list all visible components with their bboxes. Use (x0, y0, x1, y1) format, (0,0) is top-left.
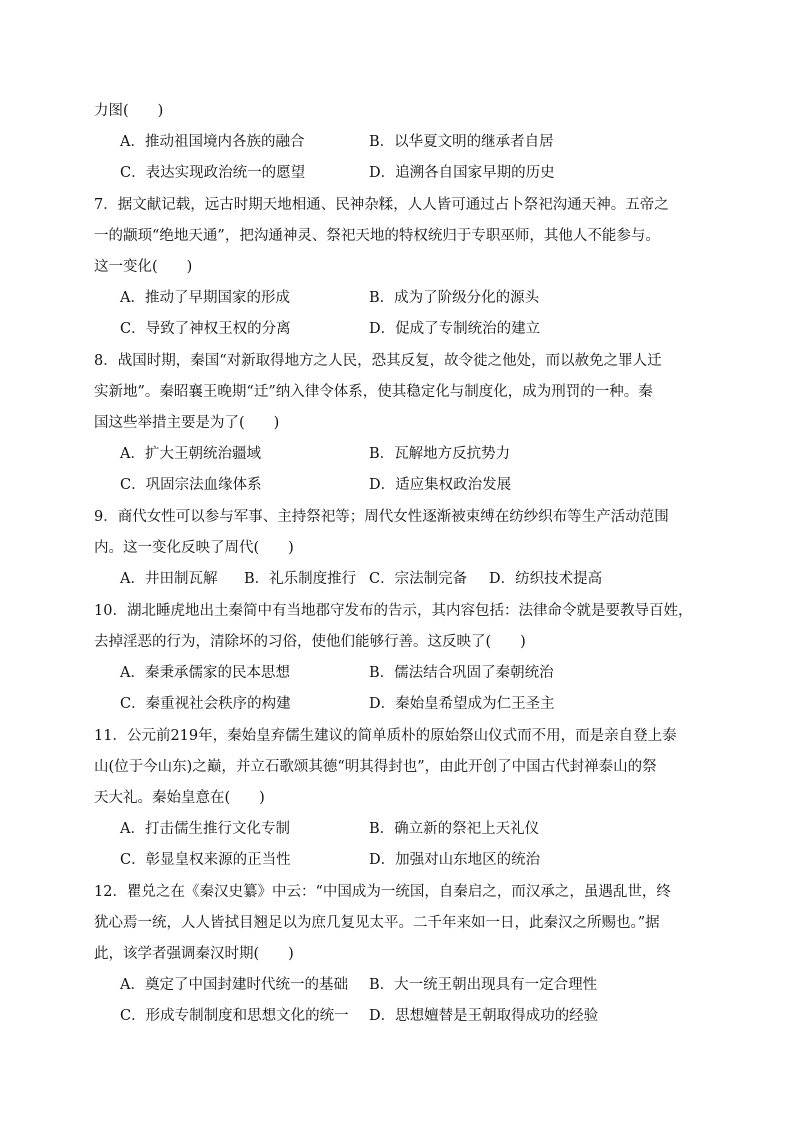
q11-option-c: C．彰显皇权来源的正当性 (120, 852, 291, 868)
q12-option-a: A．奠定了中国封建时代统一的基础 (120, 977, 348, 993)
q8-stem-line-1: 8．战国时期，秦国“对新取得地方之人民，恐其反复，故令徙之他处，而以赦免之罪人迁 (94, 353, 662, 369)
q10-stem-line-2: 去掉淫恶的行为，清除坏的习俗，使他们能够行善。这反映了( ) (94, 634, 526, 650)
q11-option-a: A．打击儒生推行文化专制 (120, 821, 290, 837)
q9-option-b: B．礼乐制度推行 (244, 571, 357, 587)
q8-stem-line-3: 国这些举措主要是为了( ) (94, 415, 280, 431)
q11-stem-line-3: 天大礼。秦始皇意在( ) (94, 790, 265, 806)
q9-option-c: C．宗法制完备 (369, 571, 468, 587)
q6-stem-tail: 力图( ) (94, 103, 164, 119)
q10-stem-line-1: 10．湖北睡虎地出土秦简中有当地郡守发布的告示，其内容包括：法律命令就是要教导百姓， (94, 603, 693, 619)
q8-option-b: B．瓦解地方反抗势力 (369, 446, 511, 462)
q9-option-d: D．纺织技术提高 (489, 571, 603, 587)
q11-option-d: D．加强对山东地区的统治 (369, 852, 541, 868)
q7-option-a: A．推动了早期国家的形成 (120, 290, 290, 306)
q8-option-c: C．巩固宗法血缘体系 (120, 477, 262, 493)
q10-option-d: D．秦始皇希望成为仁王圣主 (369, 696, 555, 712)
q11-option-b: B．确立新的祭祀上天礼仪 (369, 821, 540, 837)
q12-stem-line-1: 12．瞿兑之在《秦汉史纂》中云：“中国成为一统国，自秦启之，而汉承之，虽遇乱世，终 (94, 884, 671, 900)
q12-stem-line-2: 犹心焉一统，人人皆拭目翘足以为庶几复见太平。二千年来如一日，此秦汉之所赐也。”据 (94, 915, 660, 931)
q6-option-b: B．以华夏文明的继承者自居 (369, 134, 554, 150)
q12-option-c: C．形成专制制度和思想文化的统一 (120, 1008, 349, 1024)
q7-stem-line-2: 一的颛顼“绝地天通”，把沟通神灵、祭祀天地的特权统归于专职巫师，其他人不能参与。 (94, 228, 660, 244)
q7-stem-line-1: 7．据文献记载，远古时期天地相通、民神杂糅，人人皆可通过占卜祭祀沟通天神。五帝之 (94, 197, 669, 213)
q11-stem-line-1: 11．公元前219年，秦始皇弃儒生建议的简单质朴的原始祭山仪式而不用，而是亲自登上泰 (94, 728, 677, 744)
q10-option-b: B．儒法结合巩固了秦朝统治 (369, 665, 554, 681)
q9-stem-line-1: 9．商代女性可以参与军事、主持祭祀等；周代女性逐渐被束缚在纺纱织布等生产活动范围 (94, 509, 669, 525)
q9-stem-line-2: 内。这一变化反映了周代( ) (94, 540, 294, 556)
q8-stem-line-2: 实新地”。秦昭襄王晚期“迁”纳入律令体系，使其稳定化与制度化，成为刑罚的一种。秦 (94, 384, 653, 400)
q12-option-d: D．思想嬗替是王朝取得成功的经验 (369, 1008, 599, 1024)
q7-option-b: B．成为了阶级分化的源头 (369, 290, 540, 306)
q12-option-b: B．大一统王朝出现具有一定合理性 (369, 977, 598, 993)
q9-option-a: A．井田制瓦解 (120, 571, 218, 587)
q7-stem-line-3: 这一变化( ) (94, 259, 193, 275)
q6-option-c: C．表达实现政治统一的愿望 (120, 165, 306, 181)
q10-option-a: A．秦秉承儒家的民本思想 (120, 665, 290, 681)
q8-option-a: A．扩大王朝统治疆域 (120, 446, 261, 462)
q10-option-c: C．秦重视社会秩序的构建 (120, 696, 291, 712)
q8-option-d: D．适应集权政治发展 (369, 477, 512, 493)
q11-stem-line-2: 山(位于今山东)之巅，并立石歌颂其德“明其得封也”，由此开创了中国古代封禅泰山的祭 (94, 759, 657, 775)
q12-stem-line-3: 此，该学者强调秦汉时期( ) (94, 946, 294, 962)
q6-option-d: D．追溯各自国家早期的历史 (369, 165, 555, 181)
q6-option-a: A．推动祖国境内各族的融合 (120, 134, 305, 150)
q7-option-d: D．促成了专制统治的建立 (369, 321, 541, 337)
q7-option-c: C．导致了神权王权的分离 (120, 321, 291, 337)
